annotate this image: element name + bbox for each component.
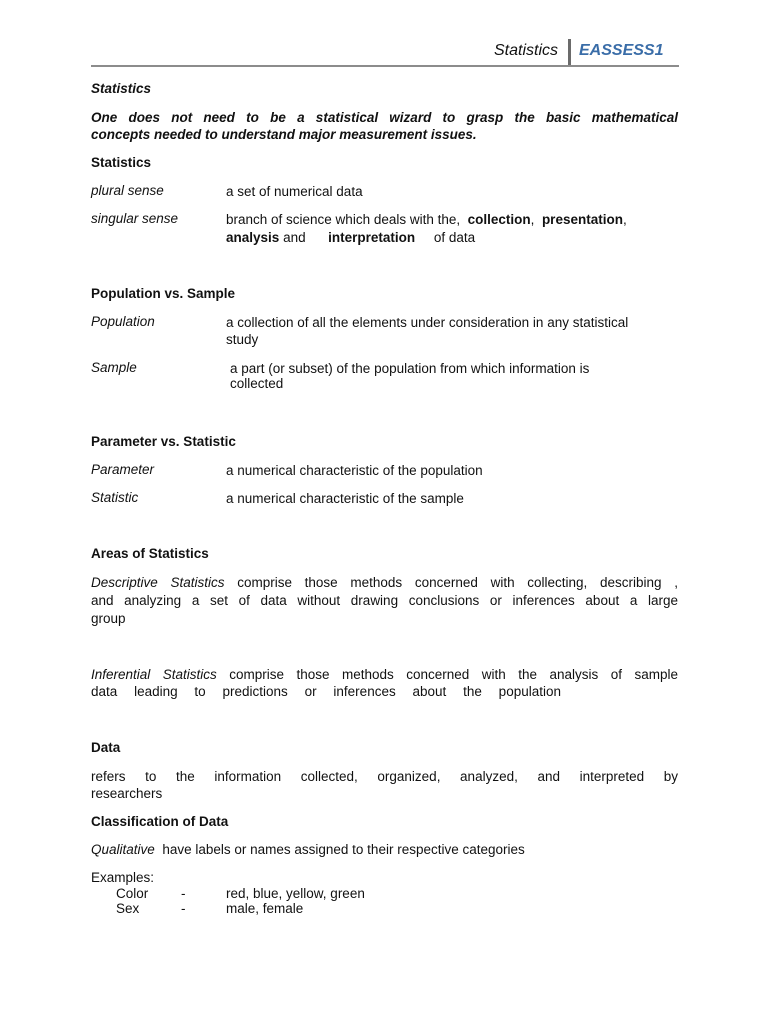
qualitative-definition: have labels or names assigned to their respective categories	[162, 842, 525, 857]
keyword-collection: collection	[467, 212, 531, 227]
parameter-definition: a numerical characteristic of the population	[226, 463, 483, 478]
population-heading: Population vs. Sample	[91, 286, 236, 301]
sample-definition-line1: a part (or subset) of the population from which information is	[230, 361, 590, 376]
word-of-data: of data	[433, 230, 476, 245]
header-code: EASSESS1	[579, 42, 664, 59]
example-sex-name: Sex	[116, 901, 140, 916]
inferential-line1	[91, 666, 678, 684]
sample-definition-line2: collected	[230, 376, 284, 391]
classification-heading: Classification of Data	[91, 814, 229, 829]
statistic-term: Statistic	[91, 490, 139, 505]
qualitative-term: Qualitative	[91, 842, 155, 857]
examples-label: Examples:	[91, 870, 155, 885]
descriptive-text1: comprise those methods concerned with collecting, describing ,	[237, 575, 678, 590]
statistic-definition: a numerical characteristic of the sample	[226, 491, 464, 506]
qualitative-line	[91, 842, 525, 857]
descriptive-line1	[91, 574, 678, 592]
intro-heading: Statistics	[91, 81, 152, 96]
descriptive-line2: and analyzing a set of data without drawing conclusions or inferences about a large	[91, 593, 678, 608]
parameter-term: Parameter	[91, 462, 155, 477]
intro-quote-line2: concepts needed to understand major measurement issues.	[91, 127, 477, 142]
keyword-interpretation: interpretation	[328, 230, 416, 245]
example-color-values: red, blue, yellow, green	[226, 886, 365, 901]
header-title: Statistics	[494, 42, 559, 59]
plural-sense-term: plural sense	[91, 183, 164, 198]
word-and: and	[283, 230, 306, 245]
example-sex-dash: -	[181, 901, 186, 916]
population-definition-line1: a collection of all the elements under consideration in any statistical	[226, 315, 629, 330]
singular-sense-term: singular sense	[91, 211, 179, 226]
descriptive-line3: group	[91, 611, 126, 626]
inferential-line2: data leading to predictions or inferences about the population	[91, 684, 561, 699]
intro-quote-line1: One does not need to be a statistical wizard to grasp the basic mathematical	[91, 110, 678, 125]
statistics-heading: Statistics	[91, 155, 152, 170]
singular-def-text: branch of science which deals with the,	[226, 212, 461, 227]
example-color-name: Color	[116, 886, 149, 901]
sample-term: Sample	[91, 360, 137, 375]
keyword-analysis: analysis	[226, 230, 280, 245]
header-divider	[568, 39, 571, 66]
example-color-dash: -	[181, 886, 186, 901]
descriptive-term: Descriptive Statistics	[91, 575, 225, 590]
inferential-term: Inferential Statistics	[91, 667, 217, 682]
header-rule	[91, 65, 679, 67]
singular-sense-definition-line1: branch of science which deals with the, collection, presentation,	[226, 212, 627, 227]
inferential-text1: comprise those methods concerned with the analysis of sample	[229, 667, 678, 682]
population-definition-line2: study	[226, 332, 259, 347]
areas-heading: Areas of Statistics	[91, 546, 209, 561]
data-line2: researchers	[91, 786, 163, 801]
example-sex-values: male, female	[226, 901, 304, 916]
parameter-heading: Parameter vs. Statistic	[91, 434, 236, 449]
plural-sense-definition: a set of numerical data	[226, 184, 363, 199]
data-heading: Data	[91, 740, 121, 755]
data-line1: refers to the information collected, organized, analyzed, and interpreted by	[91, 769, 678, 784]
population-term: Population	[91, 314, 155, 329]
singular-sense-definition-line2	[226, 229, 678, 246]
keyword-presentation: presentation	[541, 212, 623, 227]
